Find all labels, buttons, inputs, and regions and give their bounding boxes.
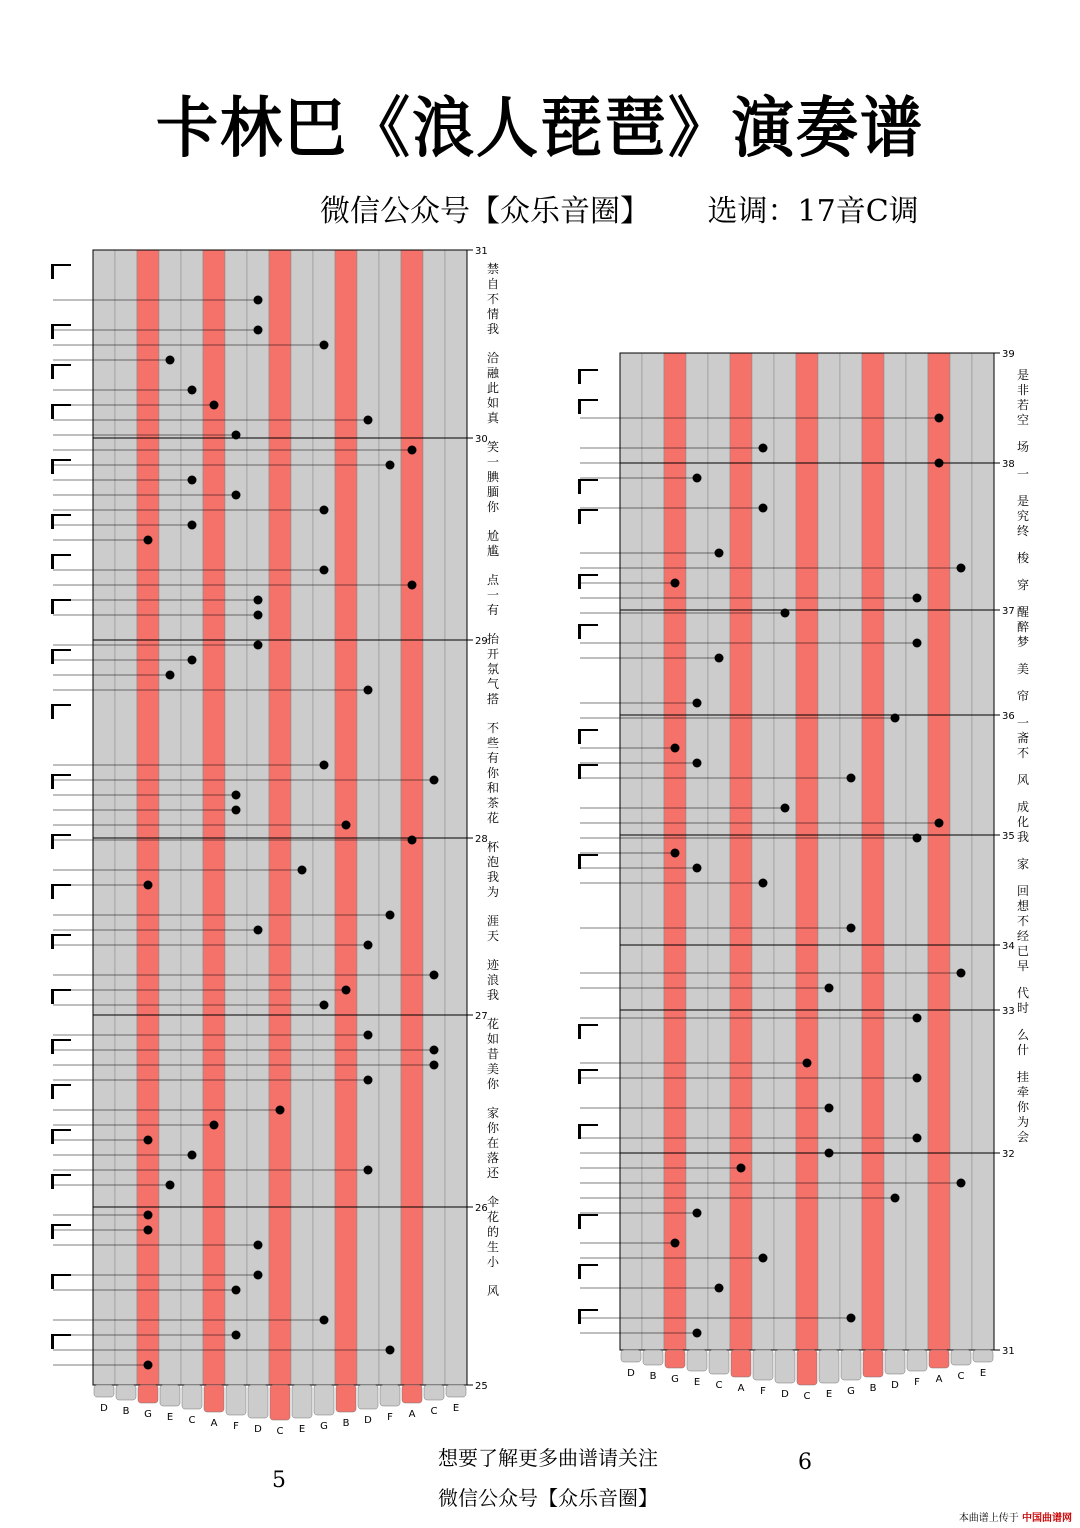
note-dot <box>847 774 856 783</box>
tine-tip <box>336 1385 356 1412</box>
note-dot <box>913 834 922 843</box>
note-dot <box>166 356 175 365</box>
tine-tip <box>951 1350 971 1365</box>
note-dot <box>166 1181 175 1190</box>
lyric-group: 挂牵你为会 <box>1016 1070 1029 1144</box>
rhythm-mark <box>578 765 581 779</box>
note-dot <box>320 506 329 515</box>
rhythm-mark <box>578 730 581 744</box>
lyric-group: 场 <box>1016 440 1029 454</box>
key-letter: G <box>320 1421 328 1432</box>
key-column <box>686 353 708 1350</box>
note-dot <box>759 504 768 513</box>
lyric-group: 点一有 <box>486 573 499 617</box>
note-dot <box>803 1059 812 1068</box>
rhythm-mark <box>51 555 54 569</box>
rhythm-mark <box>578 1025 581 1039</box>
subtitle <box>320 186 967 230</box>
rhythm-mark <box>578 1125 581 1139</box>
rhythm-mark <box>578 480 581 494</box>
tine-tip <box>863 1350 883 1377</box>
note-dot <box>408 446 417 455</box>
measure-number: 27 <box>475 1011 488 1022</box>
tine-tip <box>160 1385 180 1406</box>
tine-tip <box>380 1385 400 1406</box>
key-column <box>401 250 423 1385</box>
note-dot <box>254 326 263 335</box>
key-letter: F <box>387 1412 393 1423</box>
lyric-group: 迹浪我 <box>486 958 499 1002</box>
note-dot <box>693 474 702 483</box>
note-dot <box>188 476 197 485</box>
note-dot <box>430 971 439 980</box>
note-dot <box>320 761 329 770</box>
rhythm-mark <box>578 855 581 869</box>
note-dot <box>913 639 922 648</box>
note-dot <box>232 791 241 800</box>
note-dot <box>825 984 834 993</box>
rhythm-mark <box>578 400 581 414</box>
note-dot <box>430 776 439 785</box>
key-letter: E <box>298 1424 306 1435</box>
measure-number: 35 <box>1002 831 1015 842</box>
note-dot <box>232 1331 241 1340</box>
key-letter: C <box>430 1406 438 1417</box>
tine-tip <box>270 1385 290 1420</box>
lyric-group: 家 <box>1016 857 1029 871</box>
note-dot <box>254 926 263 935</box>
note-dot <box>693 759 702 768</box>
tine-tip <box>643 1350 663 1365</box>
note-dot <box>759 1254 768 1263</box>
note-dot <box>254 596 263 605</box>
key-letter: G <box>847 1386 855 1397</box>
note-dot <box>430 1061 439 1070</box>
rhythm-mark <box>51 775 54 789</box>
note-dot <box>254 641 263 650</box>
lyric-group: 风 <box>1016 773 1029 787</box>
note-dot <box>847 1314 856 1323</box>
left-kalimba-score <box>40 245 490 1445</box>
note-dot <box>891 1194 900 1203</box>
note-dot <box>430 1046 439 1055</box>
note-dot <box>693 1329 702 1338</box>
credit <box>959 1509 1072 1524</box>
lyric-group: 抬开氛气搭 <box>486 632 499 706</box>
lyric-group: 代时 <box>1016 986 1029 1015</box>
rhythm-mark <box>51 1175 54 1189</box>
note-dot <box>254 296 263 305</box>
key-column <box>774 353 796 1350</box>
measure-number: 28 <box>475 834 488 845</box>
note-dot <box>891 714 900 723</box>
lyric-group: 一斋不 <box>1016 716 1029 760</box>
note-dot <box>715 1284 724 1293</box>
note-dot <box>232 806 241 815</box>
rhythm-mark <box>578 510 581 524</box>
measure-number: 33 <box>1002 1006 1015 1017</box>
measure-number: 38 <box>1002 459 1015 470</box>
measure-number: 34 <box>1002 941 1015 952</box>
note-dot <box>342 821 351 830</box>
tine-tip <box>248 1385 268 1418</box>
note-dot <box>144 1136 153 1145</box>
key-letter: C <box>276 1426 284 1437</box>
key-column <box>379 250 401 1385</box>
tine-tip <box>973 1350 993 1362</box>
tine-tip <box>819 1350 839 1383</box>
rhythm-mark <box>51 1085 54 1099</box>
lyric-group: 禁自不情我 <box>486 262 499 336</box>
note-dot <box>386 911 395 920</box>
key-column <box>620 353 642 1350</box>
note-dot <box>232 1286 241 1295</box>
lyric-group: 回想不经已早 <box>1016 884 1029 973</box>
note-dot <box>144 1211 153 1220</box>
rhythm-mark <box>51 405 54 419</box>
key-letter: C <box>803 1391 811 1402</box>
note-dot <box>715 549 724 558</box>
lyric-group: 洽融此如真 <box>486 351 499 425</box>
note-dot <box>144 1226 153 1235</box>
tine-tip <box>94 1385 114 1397</box>
tine-tip <box>182 1385 202 1409</box>
note-dot <box>737 1164 746 1173</box>
key-letter: A <box>408 1409 416 1420</box>
lyric-group: 杯泡我为 <box>486 840 499 899</box>
footer-line-2: 微信公众号【众乐音圈】 <box>438 1486 658 1510</box>
note-dot <box>254 611 263 620</box>
lyric-group: 么什 <box>1016 1028 1029 1057</box>
note-dot <box>364 686 373 695</box>
tine-tip <box>402 1385 422 1403</box>
rhythm-mark <box>51 1225 54 1239</box>
tine-tip <box>731 1350 751 1377</box>
measure-number: 30 <box>475 434 488 445</box>
note-dot <box>913 1014 922 1023</box>
lyric-group: 涯天 <box>486 914 499 943</box>
lyric-group: 花如昔美你 <box>486 1017 499 1091</box>
note-dot <box>188 1151 197 1160</box>
note-dot <box>386 1346 395 1355</box>
tine-tip <box>621 1350 641 1362</box>
lyric-group: 帘 <box>1016 689 1029 703</box>
key-letter: A <box>210 1418 218 1429</box>
tine-tip <box>358 1385 378 1409</box>
tine-tip <box>138 1385 158 1403</box>
note-dot <box>913 594 922 603</box>
note-dot <box>408 581 417 590</box>
lyric-group: 是非若空 <box>1016 368 1029 427</box>
note-dot <box>232 431 241 440</box>
note-dot <box>781 609 790 618</box>
key-letter: D <box>627 1368 635 1379</box>
key-column <box>752 353 774 1350</box>
key-letter: G <box>671 1374 679 1385</box>
note-dot <box>144 536 153 545</box>
rhythm-mark <box>51 885 54 899</box>
right-kalimba-score <box>570 345 1020 1402</box>
note-dot <box>693 1209 702 1218</box>
page-title: 卡林巴《浪人琵琶》演奏谱 <box>155 89 924 167</box>
note-dot <box>957 1179 966 1188</box>
measure-number: 39 <box>1002 349 1015 360</box>
note-dot <box>935 819 944 828</box>
lyric-group: 一 <box>1016 467 1029 481</box>
rhythm-mark <box>578 1070 581 1084</box>
key-letter: E <box>979 1368 987 1379</box>
credit-site: 中国曲谱网 <box>1022 1513 1072 1524</box>
key-letter: D <box>891 1380 899 1391</box>
rhythm-mark <box>51 990 54 1004</box>
rhythm-mark <box>51 265 54 279</box>
key-letter: D <box>100 1403 108 1414</box>
rhythm-mark <box>578 1215 581 1229</box>
note-dot <box>364 1076 373 1085</box>
note-dot <box>188 521 197 530</box>
tine-tip <box>204 1385 224 1412</box>
note-dot <box>913 1074 922 1083</box>
key-letter: G <box>144 1409 152 1420</box>
tine-tip <box>797 1350 817 1385</box>
note-dot <box>232 491 241 500</box>
rhythm-mark <box>578 1310 581 1324</box>
note-dot <box>759 444 768 453</box>
tine-tip <box>775 1350 795 1383</box>
key-column <box>862 353 884 1350</box>
rhythm-mark <box>578 625 581 639</box>
footer-line-1: 想要了解更多曲谱请关注 <box>438 1446 658 1470</box>
key-column <box>642 353 664 1350</box>
note-dot <box>671 744 680 753</box>
rhythm-mark <box>51 935 54 949</box>
lyric-group: 梭 <box>1016 551 1029 565</box>
rhythm-mark <box>51 1335 54 1349</box>
page-number-right: 6 <box>798 1450 812 1475</box>
lyric-group: 不些有你和茶花 <box>486 721 499 825</box>
rhythm-mark <box>51 460 54 474</box>
page-number-left: 5 <box>272 1468 286 1493</box>
note-dot <box>254 1271 263 1280</box>
note-dot <box>781 804 790 813</box>
key-letter: B <box>342 1418 350 1429</box>
lyric-group: 成化我 <box>1016 800 1029 844</box>
note-dot <box>825 1104 834 1113</box>
lyric-group: 醒醉梦 <box>1016 605 1029 649</box>
note-dot <box>320 566 329 575</box>
subtitle-account: 微信公众号【众乐音圈】 <box>320 194 650 229</box>
key-column <box>950 353 972 1350</box>
note-dot <box>320 1001 329 1010</box>
key-column <box>972 353 994 1350</box>
note-dot <box>364 1166 373 1175</box>
tine-tip <box>929 1350 949 1368</box>
key-letter: A <box>935 1374 943 1385</box>
note-dot <box>210 1121 219 1130</box>
note-dot <box>935 414 944 423</box>
lyric-group: 是究终 <box>1016 494 1029 538</box>
lyric-group: 穿 <box>1016 578 1029 592</box>
lyric-group: 家你在落还 <box>486 1106 499 1180</box>
key-letter: D <box>781 1389 789 1400</box>
key-letter: A <box>737 1383 745 1394</box>
rhythm-mark <box>51 1130 54 1144</box>
note-dot <box>364 416 373 425</box>
note-dot <box>364 1031 373 1040</box>
lyric-group: 尬尴 <box>486 529 499 558</box>
rhythm-mark <box>51 1275 54 1289</box>
note-dot <box>408 836 417 845</box>
measure-number: 36 <box>1002 711 1015 722</box>
key-column <box>840 353 862 1350</box>
key-column <box>708 353 730 1350</box>
tine-tip <box>116 1385 136 1400</box>
credit-prefix: 本曲谱上传于 <box>958 1513 1019 1524</box>
key-column <box>906 353 928 1350</box>
tine-tip <box>665 1350 685 1368</box>
key-letter: C <box>957 1371 965 1382</box>
measure-number: 31 <box>1002 1346 1015 1357</box>
note-dot <box>364 941 373 950</box>
note-dot <box>298 866 307 875</box>
note-dot <box>913 1134 922 1143</box>
rhythm-mark <box>578 575 581 589</box>
key-letter: E <box>166 1412 174 1423</box>
note-dot <box>693 699 702 708</box>
tine-tip <box>292 1385 312 1418</box>
key-column <box>423 250 445 1385</box>
key-letter: C <box>188 1415 196 1426</box>
tine-tip <box>885 1350 905 1374</box>
rhythm-mark <box>51 600 54 614</box>
note-dot <box>342 986 351 995</box>
tine-tip <box>907 1350 927 1371</box>
key-letter: D <box>254 1424 262 1435</box>
key-column <box>730 353 752 1350</box>
note-dot <box>320 1316 329 1325</box>
key-letter: B <box>122 1406 130 1417</box>
tine-tip <box>709 1350 729 1374</box>
note-dot <box>210 401 219 410</box>
key-column <box>796 353 818 1350</box>
rhythm-mark <box>51 705 54 719</box>
key-letter: E <box>693 1377 701 1388</box>
rhythm-mark <box>51 835 54 849</box>
rhythm-mark <box>51 515 54 529</box>
tine-tip <box>226 1385 246 1415</box>
measure-number: 29 <box>475 636 488 647</box>
key-letter: E <box>825 1389 833 1400</box>
note-dot <box>671 579 680 588</box>
rhythm-mark <box>51 650 54 664</box>
note-dot <box>847 924 856 933</box>
note-dot <box>276 1106 285 1115</box>
rhythm-mark <box>51 1040 54 1054</box>
note-dot <box>144 1361 153 1370</box>
note-dot <box>693 864 702 873</box>
note-dot <box>188 386 197 395</box>
note-dot <box>715 654 724 663</box>
rhythm-mark <box>51 365 54 379</box>
measure-number: 31 <box>475 246 488 257</box>
note-dot <box>188 656 197 665</box>
tine-tip <box>841 1350 861 1380</box>
measure-number: 37 <box>1002 606 1015 617</box>
lyric-group: 笑一腆腼你 <box>486 440 499 514</box>
lyric-group: 风 <box>486 1284 499 1298</box>
note-dot <box>144 881 153 890</box>
key-letter: B <box>869 1383 877 1394</box>
key-letter: F <box>760 1386 766 1397</box>
tine-tip <box>424 1385 444 1400</box>
subtitle-key: 选调：17音C调 <box>707 194 919 229</box>
note-dot <box>935 459 944 468</box>
note-dot <box>166 671 175 680</box>
tine-tip <box>446 1385 466 1397</box>
note-dot <box>320 341 329 350</box>
measure-number: 32 <box>1002 1149 1015 1160</box>
note-dot <box>957 564 966 573</box>
tine-tip <box>687 1350 707 1371</box>
rhythm-mark <box>578 1265 581 1279</box>
note-dot <box>671 849 680 858</box>
measure-number: 25 <box>475 1381 488 1392</box>
note-dot <box>957 969 966 978</box>
lyric-group: 伞花的生小 <box>486 1195 499 1269</box>
rhythm-mark <box>578 370 581 384</box>
note-dot <box>671 1239 680 1248</box>
key-letter: C <box>715 1380 723 1391</box>
key-column <box>445 250 467 1385</box>
note-dot <box>254 1241 263 1250</box>
key-letter: D <box>364 1415 372 1426</box>
key-letter: E <box>452 1403 460 1414</box>
note-dot <box>759 879 768 888</box>
key-column <box>818 353 840 1350</box>
key-letter: F <box>233 1421 239 1432</box>
note-dot <box>386 461 395 470</box>
key-letter: F <box>914 1377 920 1388</box>
key-column <box>928 353 950 1350</box>
key-letter: B <box>649 1371 657 1382</box>
note-dot <box>825 1149 834 1158</box>
lyric-group: 美 <box>1016 662 1029 676</box>
rhythm-mark <box>51 325 54 339</box>
measure-number: 26 <box>475 1203 488 1214</box>
tine-tip <box>753 1350 773 1380</box>
tine-tip <box>314 1385 334 1415</box>
